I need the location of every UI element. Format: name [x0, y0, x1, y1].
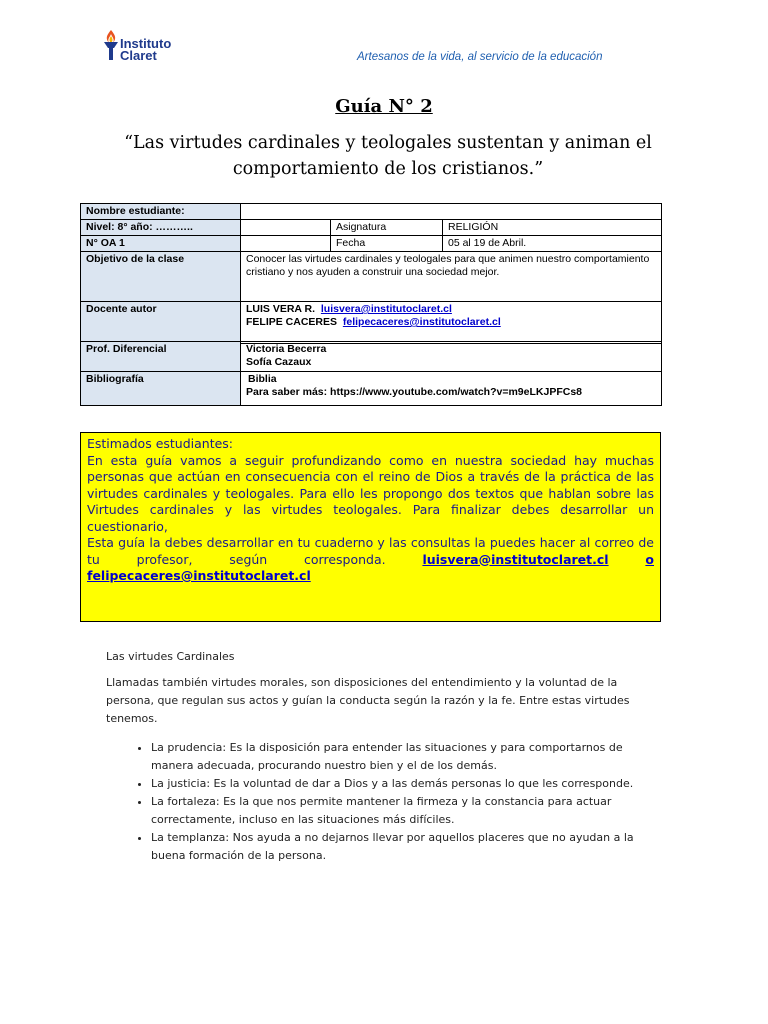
list-item: • La justicia: Es la voluntad de dar a Dios y a las demás personas lo que les corresponde.: [151, 775, 654, 793]
teacher-1-email-link[interactable]: luisvera@institutoclaret.cl: [320, 303, 452, 315]
bibliography-link[interactable]: Para saber más: https://www.youtube.com/watch?v=m9eLKJPFCs8: [246, 386, 582, 398]
student-name-label: Nombre estudiante:: [81, 204, 241, 220]
virtues-list-wrapper: [106, 739, 654, 865]
diff-teacher-label: Prof. Diferencial: [81, 342, 241, 372]
logo-text-line-1: Instituto: [120, 36, 172, 51]
oa-label: N° OA 1: [81, 236, 241, 252]
logo-text: [120, 38, 171, 62]
section-intro: Llamadas también virtudes morales, son disposiciones del entendimiento y la voluntad de la persona, que regulan sus actos y guían la conducta según la razón y la fe. Entre estas virtudes tenemos.: [106, 676, 630, 725]
info-table: [80, 203, 662, 344]
diff-teacher-2: Sofía Cazaux: [246, 356, 312, 368]
teacher-2-name: FELIPE CACERES: [246, 316, 338, 328]
notice-paragraph-2: [87, 535, 654, 585]
objective-label: Objetivo de la clase: [81, 252, 241, 302]
notice-greeting: Estimados estudiantes:: [87, 436, 234, 451]
level-label: Nivel: 8° año: ………..: [81, 220, 241, 236]
teacher-label: Docente autor: [81, 302, 241, 344]
tagline: Artesanos de la vida, al servicio de la educación: [357, 51, 603, 63]
page-subtitle: “Las virtudes cardinales y teologales sustentan y animan el comportamiento de los cristianos.”: [124, 133, 652, 179]
school-logo: [100, 26, 210, 68]
page-title: Guía N° 2: [335, 96, 433, 117]
diff-teacher-value: [241, 342, 662, 372]
logo-text-line-2: Claret: [120, 48, 157, 63]
teacher-1: [246, 303, 656, 316]
diff-teacher-1: Victoria Becerra: [246, 343, 327, 355]
level-field[interactable]: [241, 220, 331, 236]
bibliography-label: Bibliografía: [81, 372, 241, 406]
subject-value: RELIGIÓN: [443, 220, 662, 236]
virtues-list: [106, 739, 654, 865]
bibliography-value: [241, 372, 662, 406]
teacher-2-email-link[interactable]: felipecaceres@institutoclaret.cl: [342, 316, 501, 328]
date-value: 05 al 19 de Abril.: [443, 236, 662, 252]
notice-email-1[interactable]: luisvera@institutoclaret.cl: [422, 551, 609, 567]
objective-value: Conocer las virtudes cardinales y teologales para que animen nuestro comportamiento cristiano y nos ayuden a construir una sociedad mejor.: [241, 252, 662, 302]
list-item: • La prudencia: Es la disposición para entender las situaciones y para comportarnos de manera adecuada, procurando nuestro bien y el de los demás.: [151, 739, 654, 775]
oa-field: [241, 236, 331, 252]
section-title: Las virtudes Cardinales: [106, 650, 235, 663]
teacher-list: [241, 302, 662, 344]
notice-box: [80, 432, 661, 622]
notice-paragraph-2-text: Esta guía la debes desarrollar en tu cuaderno y las consultas la puedes hacer al correo de tu profesor, según corresponda.: [87, 535, 654, 567]
notice-paragraph: En esta guía vamos a seguir profundizando como en nuestra sociedad hay muchas personas que actúan en consecuencia con el reino de Dios a través de la práctica de las virtudes cardinales y teologales. Para ello les propongo dos textos que hablan sobre las Virtudes cardinales y las virtudes teologales. Para finalizar debes desarrollar un cuestionario,: [87, 452, 654, 534]
student-name-field[interactable]: [241, 204, 662, 220]
list-item: • La fortaleza: Es la que nos permite mantener la firmeza y la constancia para actuar correctamente, incluso en las situaciones más difíciles.: [151, 793, 654, 829]
notice-connector: o: [645, 551, 654, 567]
subject-label: Asignatura: [331, 220, 443, 236]
teacher-1-name: LUIS VERA R.: [246, 303, 316, 315]
torch-icon: [100, 28, 122, 62]
teacher-2: [246, 316, 656, 329]
bibliography-item-1: Biblia: [248, 373, 277, 385]
notice-email-2[interactable]: felipecaceres@institutoclaret.cl: [87, 568, 311, 583]
date-label: Fecha: [331, 236, 443, 252]
resources-table: [80, 341, 662, 406]
list-item: • La templanza: Nos ayuda a no dejarnos llevar por aquellos placeres que no ayudan a la buena formación de la persona.: [151, 829, 654, 865]
